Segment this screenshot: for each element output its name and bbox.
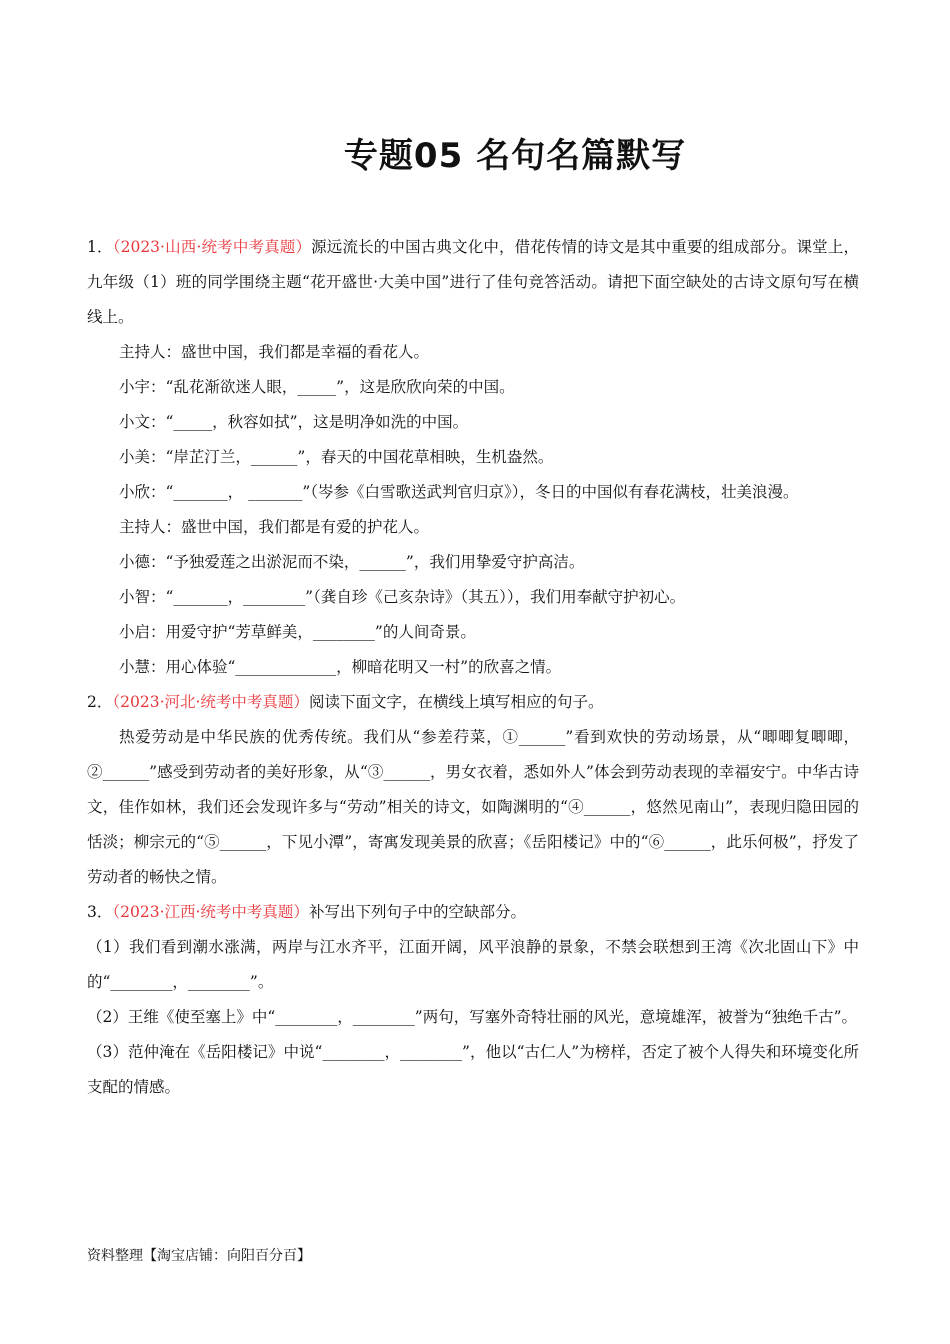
dialogue-line: 主持人：盛世中国，我们都是有爱的护花人。 bbox=[119, 518, 430, 536]
dialogue-line: 小启：用爱守护“芳草鲜美，________”的人间奇景。 bbox=[119, 623, 476, 641]
dialogue-line: 小美：“岸芷汀兰，______”，春天的中国花草相映，生机盎然。 bbox=[119, 448, 554, 466]
question-source: （2023·河北·统考中考真题） bbox=[112, 693, 309, 711]
dialogue-line: 小慧：用心体验“_____________，柳暗花明又一村”的欣喜之情。 bbox=[119, 658, 562, 676]
question-text: 源远流长的中国古典文化中，借花传情的诗文是其中重要的组成部分。课堂上，九年级（1）班的同学围绕主题“花开盛世·大美中国”进行了佳句竞答活动。请把下面空缺处的古诗文原句写在横线上。 bbox=[87, 238, 859, 326]
question-source: （2023·山西·统考中考真题） bbox=[112, 238, 312, 256]
question-source: （2023·江西·统考中考真题） bbox=[112, 903, 309, 921]
question-text: 补写出下列句子中的空缺部分。 bbox=[308, 903, 526, 921]
question-number: 2． bbox=[87, 693, 113, 711]
document-body bbox=[87, 230, 859, 1105]
sub-question: （3）范仲淹在《岳阳楼记》中说“________，________”，他以“古仁人”为榜样，否定了被个人得失和环境变化所支配的情感。 bbox=[87, 1043, 859, 1096]
dialogue-line: 小智：“_______，________”（龚自珍《己亥杂诗》（其五）），我们用奉献守护初心。 bbox=[119, 588, 686, 606]
question-text: 阅读下面文字，在横线上填写相应的句子。 bbox=[308, 693, 604, 711]
question-1-intro bbox=[87, 230, 859, 335]
question-2-intro bbox=[87, 685, 859, 720]
dialogue-line: 小欣：“_______， _______”（岑参《白雪歌送武判官归京》），冬日的中国似有春花满枝，壮美浪漫。 bbox=[119, 483, 799, 501]
dialogue-line: 小德：“予独爱莲之出淤泥而不染，______”，我们用挚爱守护高洁。 bbox=[119, 553, 585, 571]
question-2-passage: 热爱劳动是中华民族的优秀传统。我们从“参差荇菜，①______”看到欢快的劳动场景，从“唧唧复唧唧，②______”感受到劳动者的美好形象，从“③______，男女衣着，悉如外人”体会到劳动表现的幸福安宁。中华古诗文，佳作如林，我们还会发现许多与“劳动”相关的诗文，如陶渊明的“④______，悠然见南山”，表现归隐田园的恬淡；柳宗元的“⑤______，下见小潭”，寄寓发现美景的欣喜；《岳阳楼记》中的“⑥______，此乐何极”，抒发了劳动者的畅快之情。 bbox=[87, 728, 859, 886]
page-title: 专题05 名句名篇默写 bbox=[343, 136, 687, 176]
sub-question: （1）我们看到潮水涨满，两岸与江水齐平，江面开阔，风平浪静的景象，不禁会联想到王湾《次北固山下》中的“________，________”。 bbox=[87, 938, 859, 991]
dialogue-line: 小文：“_____，秋容如拭”，这是明净如洗的中国。 bbox=[119, 413, 469, 431]
sub-question: （2）王维《使至塞上》中“________，________”两句，写塞外奇特壮丽的风光，意境雄浑，被誉为“独绝千古”。 bbox=[87, 1008, 858, 1026]
question-number: 1． bbox=[87, 238, 113, 256]
dialogue-line: 小宇：“乱花渐欲迷人眼，_____”，这是欣欣向荣的中国。 bbox=[119, 378, 515, 396]
dialogue-line: 主持人：盛世中国，我们都是幸福的看花人。 bbox=[119, 343, 430, 361]
question-3-intro bbox=[87, 895, 859, 930]
page-footer: 资料整理【淘宝店铺：向阳百分百】 bbox=[87, 1248, 311, 1264]
question-number: 3． bbox=[87, 903, 113, 921]
